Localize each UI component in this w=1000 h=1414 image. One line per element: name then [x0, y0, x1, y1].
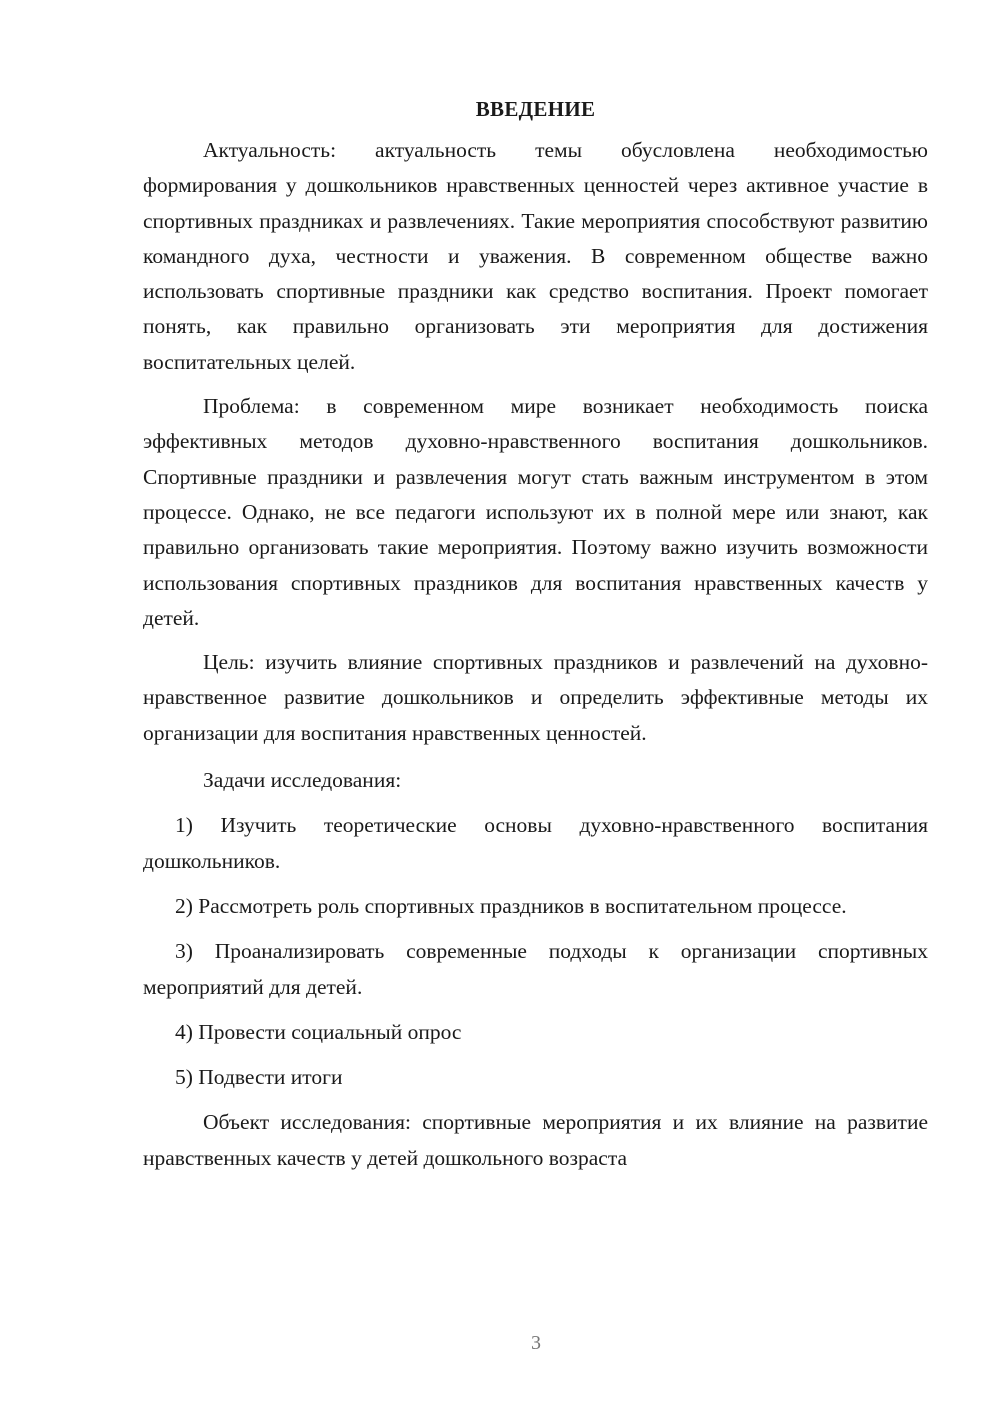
task-item-5: 5) Подвести итоги — [175, 1065, 343, 1090]
object-paragraph: Объект исследования: спортивные мероприятия и их влияние на развитие нравственных качеств у детей дошкольного возраста — [143, 1110, 928, 1170]
problem-paragraph: Проблема: в современном мире возникает необходимость поиска эффективных методов духовно-нравственного воспитания дошкольников. Спортивные праздники и развлечения могут стать важным инструментом в этом процессе. Однако, не все педагоги используют их в полной мере или знают, как правильно организовать такие мероприятия. Поэтому важно изучить возможности использования спортивных праздников для воспитания нравственных качеств у детей. — [143, 394, 928, 630]
relevance-paragraph: Актуальность: актуальность темы обусловлена необходимостью формирования у дошкольников нравственных ценностей через активное участие в спортивных праздниках и развлечениях. Такие мероприятия способствуют развитию командного духа, честности и уважения. В современном обществе важно использовать спортивные праздники как средство воспитания. Проект помогает понять, как правильно организовать эти мероприятия для достижения воспитательных целей. — [143, 138, 928, 374]
task-item-2: 2) Рассмотреть роль спортивных праздников в воспитательном процессе. — [175, 893, 847, 918]
page-number: 3 — [531, 1332, 541, 1354]
task-item-4: 4) Провести социальный опрос — [175, 1019, 462, 1044]
tasks-heading: Задачи исследования: — [203, 768, 402, 793]
section-title: ВВЕДЕНИЕ — [475, 97, 596, 121]
document-page — [143, 92, 928, 1176]
task-item-3: 3) Проанализировать современные подходы к организации спортивных мероприятий для детей. — [143, 939, 928, 999]
goal-paragraph: Цель: изучить влияние спортивных праздников и развлечений на духовно-нравственное развитие дошкольников и определить эффективные методы их организации для воспитания нравственных ценностей. — [143, 650, 928, 745]
task-item-1: 1) Изучить теоретические основы духовно-нравственного воспитания дошкольников. — [143, 813, 928, 873]
